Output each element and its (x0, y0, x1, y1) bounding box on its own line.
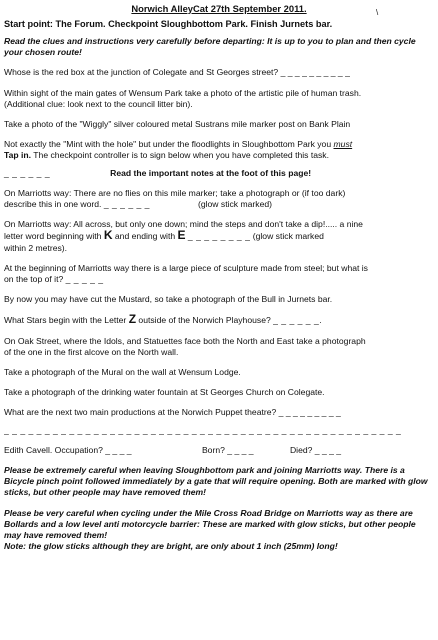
question-7 (4, 263, 434, 285)
question-13-text: What are the next two main productions at the Norwich Puppet theatre? _ _ _ _ _ _ _ _ _ (4, 407, 341, 418)
question-11: Take a photograph of the Mural on the wall at Wensum Lodge. (4, 367, 241, 378)
safety-note-3: Note: the glow sticks although they are bright, are only about 1 inch (25mm) long! (4, 541, 338, 552)
safety-note-2: Please be very careful when cycling under the Mile Cross Road Bridge on Marriotts way as there are Bollards and a low level anti motorcycle barrier: These are marked with glow sticks, but other people may have removed them! (4, 507, 416, 541)
question-8: By now you may have cut the Mustard, so take a photograph of the Bull in Jurnets bar. (4, 294, 333, 305)
question-12: Take a photograph of the drinking water fountain at St Georges Church on Colegate. (4, 387, 325, 398)
stray-mark: \ (376, 8, 379, 17)
question-7-blanks: _ _ _ _ _ (65, 274, 104, 285)
question-13 (4, 407, 434, 435)
question-2-line-1: Within sight of the main gates of Wensum Park take a photo of the artistic pile of human trash. (4, 87, 362, 98)
question-10 (4, 336, 434, 358)
question-6-note: (glow stick marked (252, 231, 324, 242)
question-6-line-3: within 2 metres). (4, 242, 68, 253)
question-5-note: (glow stick marked) (197, 199, 272, 210)
question-13-answer-line: _ _ _ _ _ _ _ _ _ _ _ _ _ _ _ _ _ _ _ _ _ _ _ _ _ _ _ _ _ _ _ _ _ _ _ _ _ _ _ _ _ _ _ _ _ _ _ _ _ (4, 424, 402, 435)
letter-k: K (103, 228, 113, 243)
tap-in-text: Tap in. (4, 150, 32, 161)
question-6-line-1: On Marriotts way: All across, but only one down; mind the steps and don't take a dip!..... a nine (4, 219, 363, 230)
born-prompt: Born? _ _ _ _ (201, 444, 254, 455)
question-6 (4, 219, 434, 254)
question-2 (4, 88, 434, 110)
question-9 (4, 314, 434, 326)
question-10-line-2: of the one in the first alcove on the North wall. (4, 346, 179, 357)
question-9-text-a: What Stars begin with the Letter (4, 315, 127, 326)
start-point: Start point: The Forum. Checkpoint Sloughbottom Park. Finish Jurnets bar. (4, 19, 333, 29)
question-10-line-1: On Oak Street, where the Idols, and Statuettes face both the North and East take a photograph (4, 335, 366, 346)
letter-z: Z (128, 312, 137, 327)
question-7-line-1: At the beginning of Marriotts way there is a large piece of sculpture made from steel; but what is (4, 262, 368, 273)
signature-blanks: _ _ _ _ _ _ (4, 167, 51, 178)
question-4 (4, 139, 434, 179)
letter-e: E (177, 228, 186, 243)
occupation-prompt: Edith Cavell. Occupation? _ _ _ _ (4, 444, 132, 455)
question-5 (4, 188, 434, 210)
question-2-line-2: (Additional clue: look next to the council litter bin). (4, 98, 193, 109)
question-3: Take a photo of the "Wiggly" silver coloured metal Sustrans mile marker post on Bank Plain (4, 119, 351, 130)
question-9-blanks: _ _ _ _ _ _. (273, 315, 323, 326)
safety-note-1: Please be extremely careful when leaving Sloughbottom park and joining Marriotts way. There is a Bicycle pinch point followed immediately by a gate that will require opening. Both are marked with glow sticks, but other people may have removed them! (4, 465, 428, 498)
question-4-text: Not exactly the "Mint with the hole" but under the floodlights in Sloughbottom Park you (4, 139, 332, 150)
question-6-blanks: _ _ _ _ _ _ _ _ (187, 231, 251, 242)
must-emphasis: must (333, 139, 353, 150)
question-14 (4, 445, 434, 456)
died-prompt: Died? _ _ _ _ (289, 444, 342, 455)
question-5-line-1: On Marriotts way: There are no flies on this mile marker; take a photograph or (if too dark) (4, 187, 346, 198)
question-9-text-b: outside of the Norwich Playhouse? (138, 315, 271, 326)
checkpoint-instruction: The checkpoint controller is to sign below when you have completed this task. (33, 150, 329, 161)
question-1: Whose is the red box at the junction of Colegate and St Georges street? _ _ _ _ _ _ _ _ _ _ (4, 67, 350, 78)
question-7-line-2: on the top of it? (4, 274, 64, 285)
important-notes-pointer: Read the important notes at the foot of this page! (110, 167, 312, 178)
question-6-text-a: letter word beginning with (4, 231, 102, 242)
question-6-text-b: and ending with (114, 231, 176, 242)
warning-text: Read the clues and instructions very carefully before departing: It is up to you to plan and then cycle your chosen route! (4, 36, 416, 58)
page-title: Norwich AlleyCat 27th September 2011. (131, 3, 307, 14)
question-5-line-2: describe this in one word. (4, 199, 102, 210)
question-5-blanks: _ _ _ _ _ _ (103, 199, 150, 210)
